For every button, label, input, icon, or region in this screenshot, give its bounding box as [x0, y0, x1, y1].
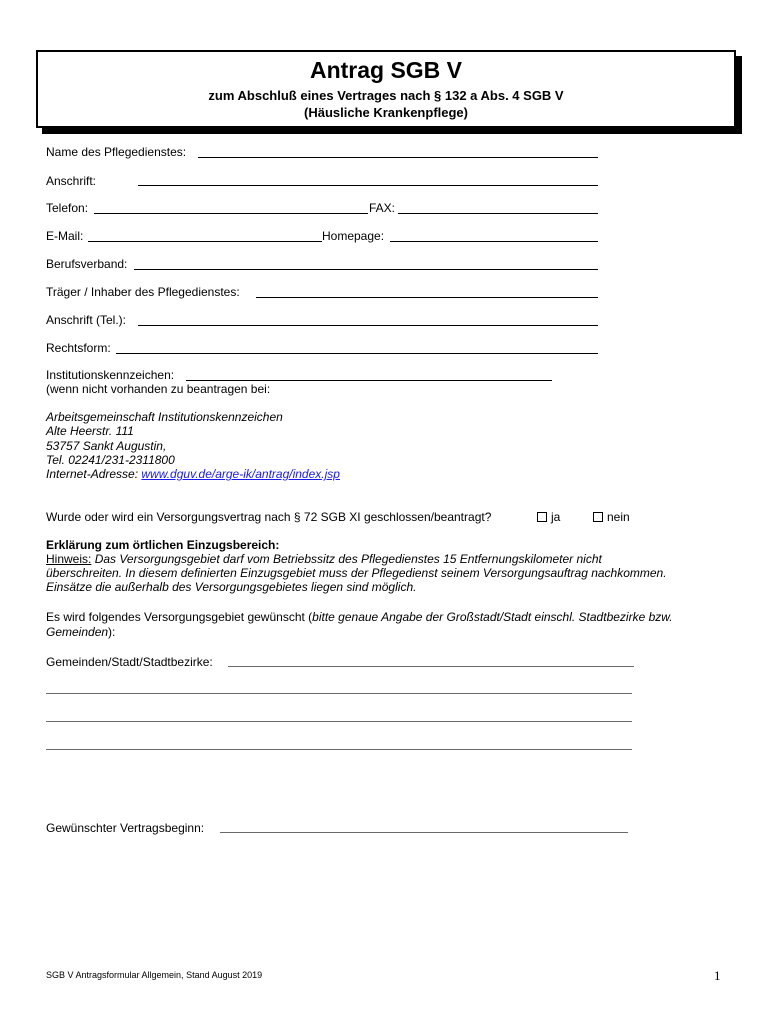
page-number: 1	[714, 968, 721, 983]
contact-line-3: 53757 Sankt Augustin,	[46, 439, 167, 453]
page-subtitle: zum Abschluß eines Vertrages nach § 132 a Abs. 4 SGB V	[208, 88, 564, 103]
page-subtitle-2: (Häusliche Krankenpflege)	[304, 105, 468, 120]
yes-checkbox[interactable]	[537, 512, 547, 522]
area-field-2[interactable]	[46, 693, 632, 694]
yes-option[interactable]	[537, 510, 560, 524]
internet-label: Internet-Adresse:	[46, 467, 142, 481]
footer-text: SGB V Antragsformular Allgemein, Stand August 2019	[46, 970, 263, 980]
no-option[interactable]	[593, 510, 630, 524]
area-description-2	[46, 625, 115, 639]
fax-label: FAX:	[369, 201, 396, 215]
name-field[interactable]	[198, 157, 598, 158]
contact-line-4: Tel. 02241/231-2311800	[46, 453, 175, 467]
owner-address-field[interactable]	[138, 325, 598, 326]
hint-line-2: überschreiten. In diesem definierten Einzugsgebiet muss der Pflegedienst seinem Versorgungsauftrag nachkommen.	[46, 566, 667, 580]
homepage-label: Homepage:	[322, 229, 385, 243]
area-field[interactable]	[228, 666, 634, 667]
contact-line-1: Arbeitsgemeinschaft Institutionskennzeichen	[46, 410, 283, 424]
legal-form-label: Rechtsform:	[46, 341, 111, 355]
association-field[interactable]	[134, 269, 598, 270]
page-title: Antrag SGB V	[309, 57, 463, 83]
area-field-3[interactable]	[46, 721, 632, 722]
contact-line-2: Alte Heerstr. 111	[46, 424, 134, 438]
internet-link[interactable]: www.dguv.de/arge-ik/antrag/index.jsp	[141, 467, 340, 481]
no-label: nein	[607, 510, 630, 524]
hint-label: Hinweis:	[46, 552, 92, 566]
legal-form-field[interactable]	[116, 353, 598, 354]
email-label: E-Mail:	[46, 229, 84, 243]
area-text-italic: bitte genaue Angabe der Großstadt/Stadt einschl. Stadtbezirke bzw.	[312, 610, 673, 624]
no-checkbox[interactable]	[593, 512, 603, 522]
area-field-4[interactable]	[46, 749, 632, 750]
start-field[interactable]	[220, 832, 628, 833]
owner-address-label: Anschrift (Tel.):	[46, 313, 127, 327]
fax-field[interactable]	[398, 213, 598, 214]
owner-field[interactable]	[256, 297, 598, 298]
address-label: Anschrift:	[46, 174, 97, 188]
name-label: Name des Pflegedienstes:	[46, 145, 187, 159]
ik-label: Institutionskennzeichen:	[46, 368, 175, 382]
hint-line-1	[46, 552, 602, 566]
owner-label: Träger / Inhaber des Pflegedienstes:	[46, 285, 240, 299]
start-label: Gewünschter Vertragsbeginn:	[46, 821, 205, 835]
address-field[interactable]	[138, 185, 598, 186]
ik-field[interactable]	[186, 380, 552, 381]
area-text-end: ):	[108, 625, 116, 639]
phone-label: Telefon:	[46, 201, 89, 215]
phone-field[interactable]	[94, 213, 368, 214]
hint-line-3: Einsätze die außerhalb des Versorgungsgebietes liegen sind möglich.	[46, 580, 417, 594]
area-text-italic-2: Gemeinden	[46, 625, 109, 639]
contact-internet	[46, 467, 340, 481]
contract-question: Wurde oder wird ein Versorgungsvertrag nach § 72 SGB XI geschlossen/beantragt?	[46, 510, 492, 524]
area-text-start: Es wird folgendes Versorgungsgebiet gewünscht (	[46, 610, 313, 624]
area-description-1	[46, 610, 673, 624]
hint-text-1: Das Versorgungsgebiet darf vom Betriebssitz des Pflegedienstes 15 Entfernungskilometer nicht	[91, 552, 602, 566]
email-field[interactable]	[88, 241, 322, 242]
area-label: Gemeinden/Stadt/Stadtbezirke:	[46, 655, 213, 669]
association-label: Berufsverband:	[46, 257, 128, 271]
homepage-field[interactable]	[390, 241, 598, 242]
ik-note: (wenn nicht vorhanden zu beantragen bei:	[46, 382, 271, 396]
title-box	[36, 50, 736, 128]
declaration-heading: Erklärung zum örtlichen Einzugsbereich:	[46, 538, 280, 552]
yes-label: ja	[551, 510, 561, 524]
